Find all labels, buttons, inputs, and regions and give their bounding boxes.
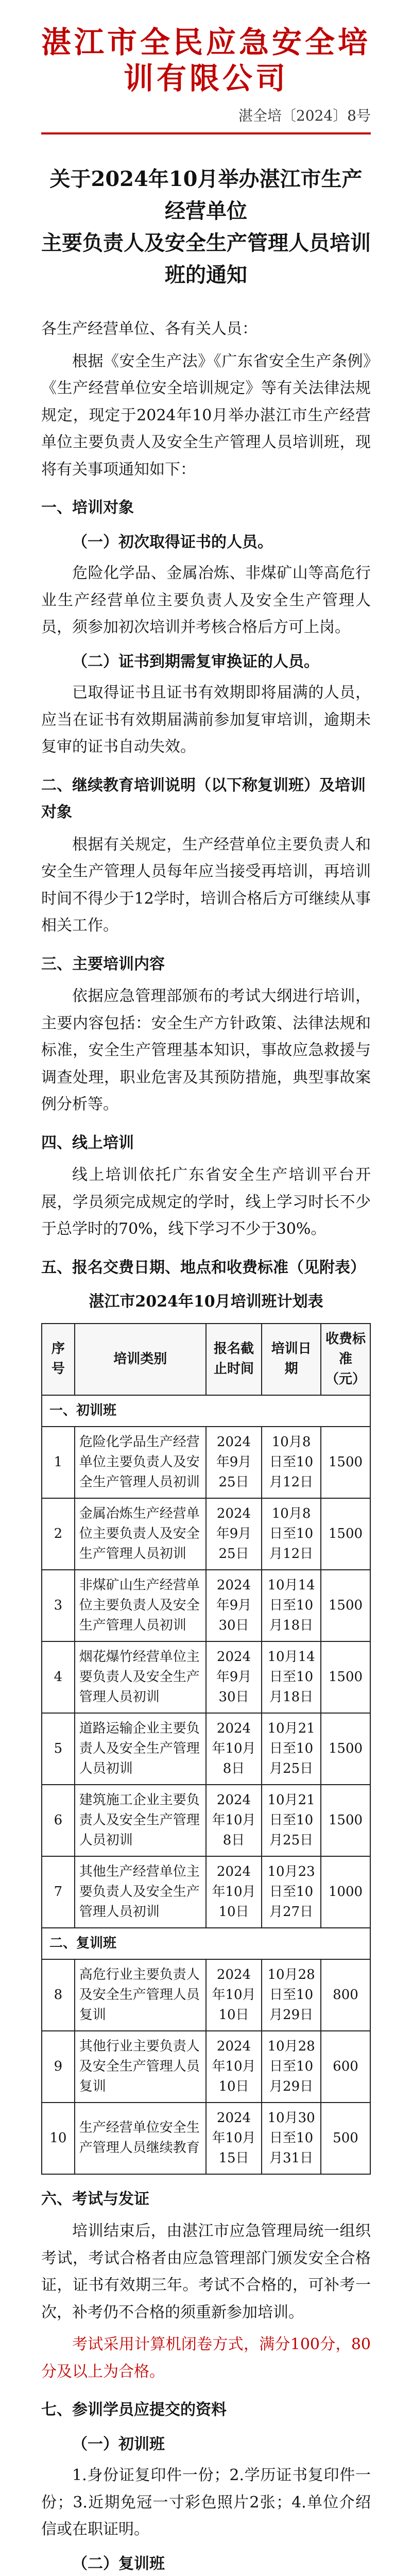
- cell-name: 烟花爆竹经营单位主要负责人及安全生产管理人员初训: [75, 1641, 206, 1713]
- paragraph-7a: 1.身份证复印件一份；2.学历证书复印件一份；3.近期免冠一寸彩色照片2张；4.单位介绍信或在职证明。: [41, 2466, 371, 2539]
- paragraph-2: 根据有关规定，生产经营单位主要负责人和安全生产管理人员每年应当接受再培训，再培训时间不得少于12学时，培训合格后方可继续从事相关工作。: [41, 835, 371, 935]
- section-heading-7: 七、参训学员应提交的资料: [41, 2401, 227, 2419]
- section-heading-2: 二、继续教育培训说明（以下称复训班）及培训对象: [41, 776, 366, 822]
- group-label-renewal: 二、复训班: [42, 1928, 370, 1959]
- schedule-table: [41, 1323, 371, 2175]
- cell-deadline: 2024年9月25日: [206, 1427, 262, 1498]
- header-cell: 培训类别: [75, 1324, 206, 1395]
- cell-dates: 10月23日至10月27日: [262, 1856, 321, 1928]
- paragraph-1b: 已取得证书且证书有效期即将届满的人员，应当在证书有效期届满前参加复审培训，逾期未复审的证书自动失效。: [41, 684, 371, 756]
- title-line-1: 关于2024年10月举办湛江市生产经营单位: [49, 167, 363, 224]
- org-title: 湛江市全民应急安全培训有限公司: [41, 25, 371, 96]
- cell-name: 其他生产经营单位主要负责人及安全生产管理人员初训: [75, 1856, 206, 1928]
- table-row: [42, 1570, 370, 1641]
- cell-no: 1: [42, 1427, 75, 1498]
- section-heading-1: 一、培训对象: [41, 499, 134, 517]
- table-row: [42, 1641, 370, 1713]
- cell-no: 9: [42, 2031, 75, 2103]
- cell-deadline: 2024年10月8日: [206, 1713, 262, 1785]
- table-row: [42, 2103, 370, 2174]
- table-group-row: [42, 1928, 370, 1959]
- cell-name: 金属冶炼生产经营单位主要负责人及安全生产管理人员初训: [75, 1498, 206, 1570]
- cell-deadline: 2024年9月25日: [206, 1498, 262, 1570]
- cell-fee: 1500: [321, 1713, 370, 1785]
- header-cell: 收费标准（元）: [321, 1324, 370, 1395]
- section-heading-4: 四、线上培训: [41, 1133, 134, 1152]
- subheading-1a: （一）初次取得证书的人员。: [72, 533, 273, 551]
- cell-dates: 10月28日至10月29日: [262, 2031, 321, 2103]
- cell-dates: 10月30日至10月31日: [262, 2103, 321, 2174]
- salutation: 各生产经营单位、各有关人员：: [41, 320, 258, 338]
- section-heading-3: 三、主要培训内容: [41, 955, 165, 973]
- cell-no: 8: [42, 1959, 75, 2031]
- cell-dates: 10月28日至10月29日: [262, 1959, 321, 2031]
- cell-deadline: 2024年10月8日: [206, 1785, 262, 1856]
- cell-no: 7: [42, 1856, 75, 1928]
- cell-fee: 600: [321, 2031, 370, 2103]
- cell-dates: 10月14日至10月18日: [262, 1570, 321, 1641]
- cell-no: 3: [42, 1570, 75, 1641]
- cell-name: 非煤矿山生产经营单位主要负责人及安全生产管理人员初训: [75, 1570, 206, 1641]
- table-title: 湛江市2024年10月培训班计划表: [89, 1293, 323, 1311]
- header-cell: 培训日期: [262, 1324, 321, 1395]
- cell-fee: 500: [321, 2103, 370, 2174]
- table-header-row: [42, 1324, 370, 1395]
- header-cell: 序号: [42, 1324, 75, 1395]
- table-row: [42, 2031, 370, 2103]
- table-group-row: [42, 1395, 370, 1427]
- table-row: [42, 1856, 370, 1928]
- table-row: [42, 1713, 370, 1785]
- subheading-1b: （二）证书到期需复审换证的人员。: [72, 652, 319, 671]
- paragraph-6: 培训结束后，由湛江市应急管理局统一组织考试，考试合格者由应急管理部门颁发安全合格证，证书有效期三年。考试不合格的，可补考一次，补考仍不合格的须重新参加培训。: [41, 2222, 371, 2321]
- document-title: [41, 163, 371, 291]
- document-body: [41, 316, 371, 2576]
- cell-name: 其他行业主要负责人及安全生产管理人员复训: [75, 2031, 206, 2103]
- paragraph-6-highlight: 考试采用计算机闭卷方式，满分100分，80分及以上为合格。: [41, 2335, 371, 2381]
- group-label-initial: 一、初训班: [42, 1395, 370, 1427]
- cell-deadline: 2024年10月10日: [206, 1959, 262, 2031]
- cell-deadline: 2024年10月15日: [206, 2103, 262, 2174]
- cell-dates: 10月14日至10月18日: [262, 1641, 321, 1713]
- masthead: [41, 25, 371, 96]
- intro-paragraph: 根据《安全生产法》《广东省安全生产条例》《生产经营单位安全培训规定》等有关法律法规规定，现定于2024年10月举办湛江市生产经营单位主要负责人及安全生产管理人员培训班，现将有关事项通知如下：: [41, 352, 371, 479]
- cell-name: 道路运输企业主要负责人及安全生产管理人员初训: [75, 1713, 206, 1785]
- paragraph-1a: 危险化学品、金属冶炼、非煤矿山等高危行业生产经营单位主要负责人及安全生产管理人员，须参加初次培训并考核合格后方可上岗。: [41, 564, 371, 637]
- cell-fee: 1500: [321, 1641, 370, 1713]
- cell-no: 10: [42, 2103, 75, 2174]
- table-row: [42, 1785, 370, 1856]
- cell-deadline: 2024年10月10日: [206, 2031, 262, 2103]
- cell-dates: 10月8日至10月12日: [262, 1427, 321, 1498]
- cell-no: 2: [42, 1498, 75, 1570]
- cell-dates: 10月21日至10月25日: [262, 1713, 321, 1785]
- header-cell: 报名截止时间: [206, 1324, 262, 1395]
- cell-fee: 1500: [321, 1498, 370, 1570]
- cell-deadline: 2024年10月10日: [206, 1856, 262, 1928]
- cell-no: 6: [42, 1785, 75, 1856]
- subheading-7b: （二）复训班: [72, 2554, 165, 2573]
- section-heading-6: 六、考试与发证: [41, 2190, 149, 2208]
- table-row: [42, 1498, 370, 1570]
- table-row: [42, 1959, 370, 2031]
- cell-name: 危险化学品生产经营单位主要负责人及安全生产管理人员初训: [75, 1427, 206, 1498]
- paragraph-4: 线上培训依托广东省安全生产培训平台开展，学员须完成规定的学时，线上学习时长不少于总学时的70%，线下学习不少于30%。: [41, 1166, 371, 1239]
- section-heading-5: 五、报名交费日期、地点和收费标准（见附表）: [41, 1258, 366, 1277]
- cell-dates: 10月8日至10月12日: [262, 1498, 321, 1570]
- cell-name: 建筑施工企业主要负责人及安全生产管理人员初训: [75, 1785, 206, 1856]
- red-divider: [41, 132, 371, 134]
- paragraph-3: 依据应急管理部颁布的考试大纲进行培训，主要内容包括：安全生产方针政策、法律法规和标准，安全生产管理基本知识，事故应急救援与调查处理，职业危害及其预防措施，典型事故案例分析等。: [41, 987, 371, 1114]
- subheading-7a: （一）初训班: [72, 2435, 165, 2453]
- cell-no: 5: [42, 1713, 75, 1785]
- cell-fee: 1500: [321, 1785, 370, 1856]
- cell-deadline: 2024年9月30日: [206, 1641, 262, 1713]
- cell-dates: 10月21日至10月25日: [262, 1785, 321, 1856]
- title-line-2: 主要负责人及安全生产管理人员培训班的通知: [41, 231, 371, 287]
- cell-fee: 800: [321, 1959, 370, 2031]
- cell-fee: 1500: [321, 1427, 370, 1498]
- document-number: 湛全培〔2024〕8号: [238, 107, 371, 125]
- cell-deadline: 2024年9月30日: [206, 1570, 262, 1641]
- table-row: [42, 1427, 370, 1498]
- cell-fee: 1000: [321, 1856, 370, 1928]
- cell-no: 4: [42, 1641, 75, 1713]
- cell-name: 生产经营单位安全生产管理人员继续教育: [75, 2103, 206, 2174]
- cell-fee: 1500: [321, 1570, 370, 1641]
- cell-name: 高危行业主要负责人及安全生产管理人员复训: [75, 1959, 206, 2031]
